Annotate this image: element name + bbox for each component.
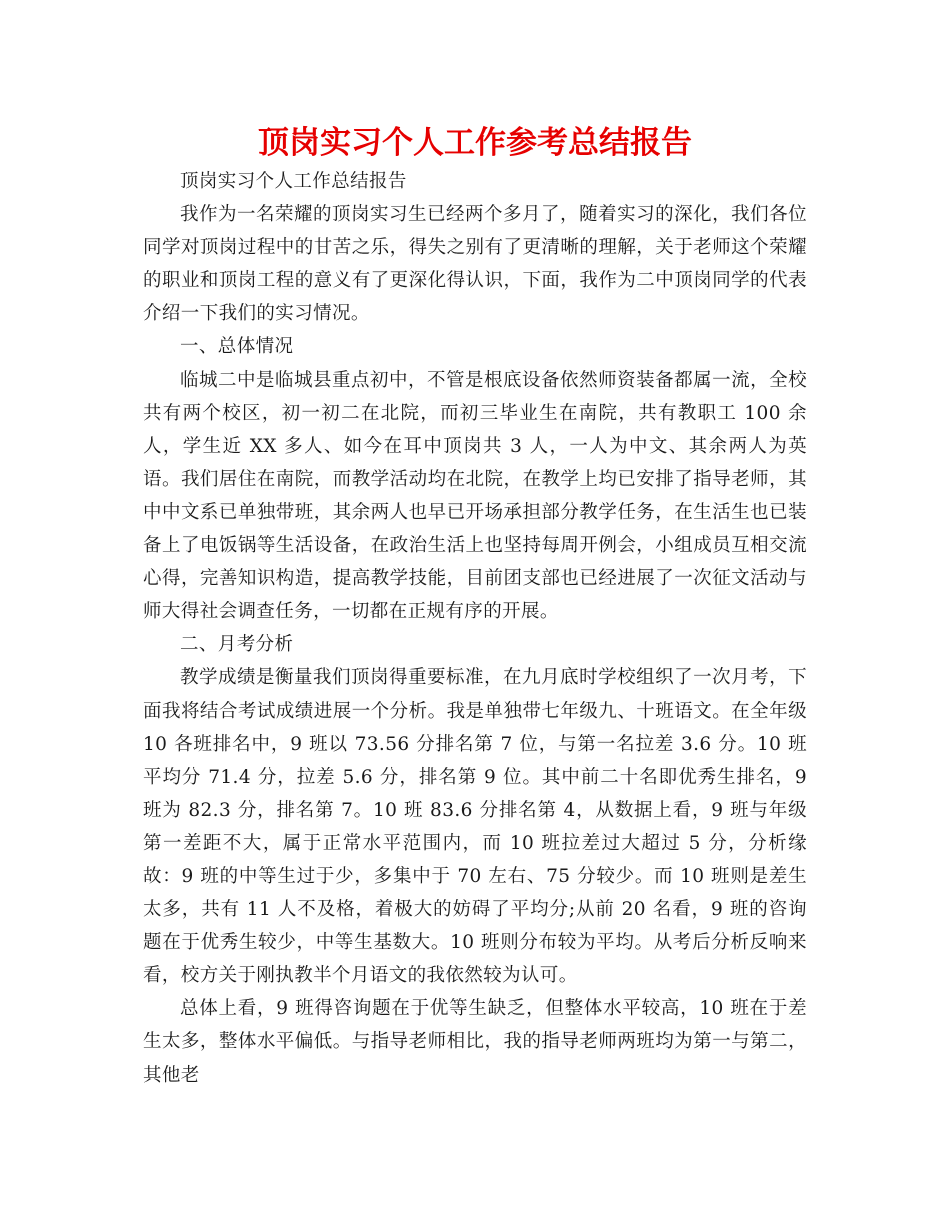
intro-paragraph: 我作为一名荣耀的顶岗实习生已经两个多月了，随着实习的深化，我们各位同学对顶岗过程中的甘苦之乐，得失之别有了更清晰的理解，关于老师这个荣耀的职业和顶岗工程的意义有了更深化得认识，下面，我作为二中顶岗同学的代表介绍一下我们的实习情况。 [143,204,807,325]
overview-paragraph: 临城二中是临城县重点初中，不管是根底设备依然师资装备都属一流，全校共有两个校区，初一初二在北院，而初三毕业生在南院，共有教职工 100 余人，学生近 XX 多人、如今在耳中顶岗共 3 人，一人为中文、其余两人为英语。我们居住在南院，而教学活动均在北院，在教学上均已安排了指导老师，其中中文系已单独带班，其余两人也早已开场承担部分教学任务，在生活生也已装备上了电饭锅等生活设备，在政治生活上也坚持每周开例会，小组成员互相交流心得，完善知识构造，提高教学技能，目前团支部也已经进展了一次征文活动与师大得社会调查任务，一切都在正规有序的开展。 [143,369,807,623]
section-heading-exam-analysis: 二、月考分析 [180,634,294,656]
summary-paragraph: 总体上看，9 班得咨询题在于优等生缺乏，但整体水平较高，10 班在于差生太多，整体水平偏低。与指导老师相比，我的指导老师两班均为第一与第二，其他老 [143,998,807,1086]
report-subtitle: 顶岗实习个人工作总结报告 [180,171,407,192]
exam-analysis-paragraph: 教学成绩是衡量我们顶岗得重要标准，在九月底时学校组织了一次月考，下面我将结合考试成绩进展一个分析。我是单独带七年级九、十班语文。在全年级 10 各班排名中，9 班以 73.56 分排名第 7 位，与第一名拉差 3.6 分。10 班平均分 71.4 分，拉差 5.6 分，排名第 9 位。其中前二十名即优秀生排名，9 班为 82.3 分，排名第 7。10 班 83.6 分排名第 4，从数据上看，9 班与年级第一差距不大，属于正常水平范围内，而 10 班拉差过大超过 5 分，分析缘故：9 班的中等生过于少，多集中于 70 左右、75 分较少。而 10 班则是差生太多，共有 11 人不及格，着极大的妨碍了平均分;从前 20 名看，9 班的咨询题在于优秀生较少，中等生基数大。10 班则分布较为平均。从考后分析反响来看，校方关于刚执教半个月语文的我依然较为认可。 [143,667,807,987]
document-title: 顶岗实习个人工作参考总结报告 [258,125,692,161]
section-heading-overview: 一、总体情况 [180,336,294,358]
document-body [143,165,807,1092]
